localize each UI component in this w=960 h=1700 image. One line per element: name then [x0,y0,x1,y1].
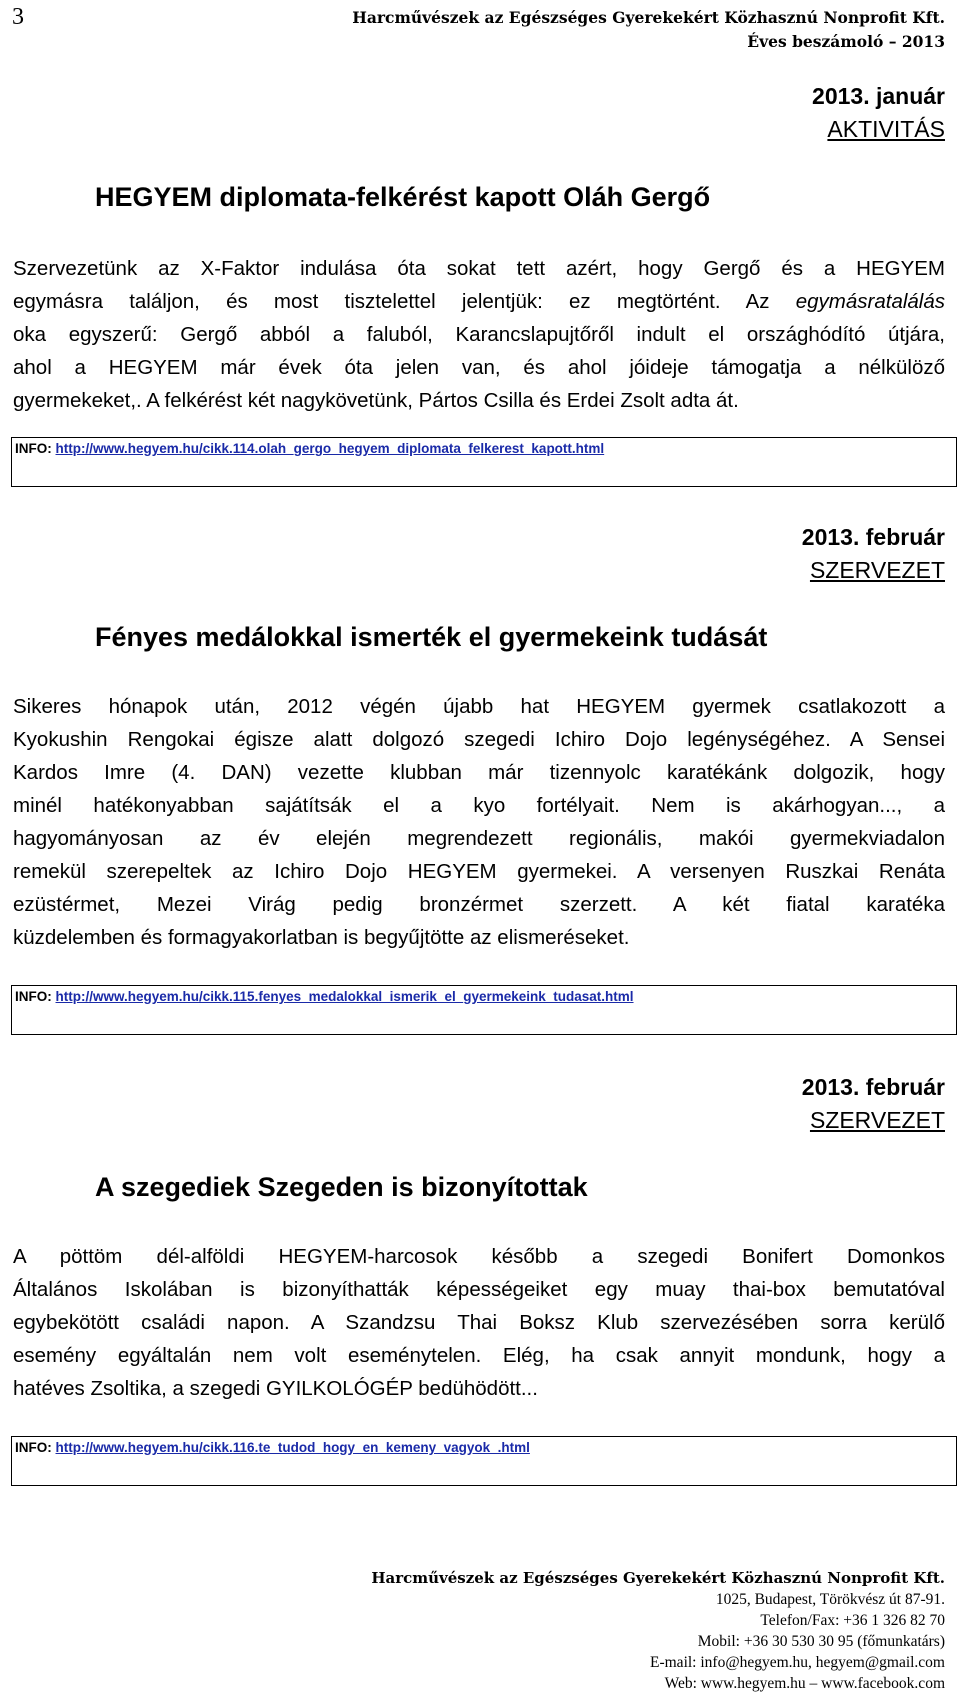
header-report: Éves beszámoló – 2013 [747,32,945,51]
info-label: INFO: [15,989,52,1004]
article-title: Fényes medálokkal ismerték el gyermekeink tudását [95,622,768,652]
body-line-part: egymásra találjon, és most tisztelettel jelentjük: ez megtörtént. Az [13,290,770,313]
body-line: minél hatékonyabban sajátítsák el a kyo fortélyait. Nem is akárhogyan..., a [13,794,945,817]
info-link[interactable]: http://www.hegyem.hu/cikk.115.fenyes_medalokkal_ismerik_el_gyermekeink_tudasat.html [55,989,634,1004]
info-box [11,985,957,1035]
footer-mobile: Mobil: +36 30 530 30 95 (főmunkatárs) [697,1633,945,1650]
info-line [15,441,604,456]
footer-org: Harcművészek az Egészséges Gyerekekért Közhasznú Nonprofit Kft. [371,1569,945,1587]
body-line: Kyokushin Rengokai égisze alatt dolgozó szegedi Ichiro Dojo legénységéhez. A Sensei [13,728,945,751]
article-body [13,1240,945,1405]
body-line: hagyományosan az év elején megrendezett regionális, makói gyermekviadalon [13,827,945,850]
article-1-meta [812,80,945,146]
footer-email: E-mail: info@hegyem.hu, hegyem@gmail.com [650,1654,945,1671]
body-line: gyermekeket,. A felkérést két nagykövetünk, Pártos Csilla és Erdei Zsolt adta át. [13,389,739,412]
body-line: ezüstérmet, Mezei Virág pedig bronzérmet szerzett. A két fiatal karatéka [13,893,945,916]
body-line: ahol a HEGYEM már évek óta jelen van, és ahol jóideje támogatja a nélkülöző [13,356,945,379]
info-link[interactable]: http://www.hegyem.hu/cikk.114.olah_gergo_hegyem_diplomata_felkerest_kapott.html [55,441,605,456]
info-label: INFO: [15,1440,52,1455]
article-2-meta [802,521,945,587]
body-line: hatéves Zsoltika, a szegedi GYILKOLÓGÉP bedühödött... [13,1377,538,1400]
article-title: HEGYEM diplomata-felkérést kapott Oláh Gergő [95,182,711,212]
body-line [13,285,945,318]
body-line: esemény egyáltalán nem volt eseménytelen. Elég, ha csak annyit mondunk, hogy a [13,1344,945,1367]
info-line [15,1440,530,1455]
article-title: A szegediek Szegeden is bizonyítottak [95,1172,588,1202]
body-line: remekül szerepeltek az Ichiro Dojo HEGYEM gyermekei. A versenyen Ruszkai Renáta [13,860,945,883]
body-line: Sikeres hónapok után, 2012 végén újabb hat HEGYEM gyermek csatlakozott a [13,695,945,718]
page-header [352,6,945,54]
footer-address: 1025, Budapest, Törökvész út 87-91. [715,1591,945,1608]
body-line: A pöttöm dél-alföldi HEGYEM-harcosok később a szegedi Bonifert Domonkos [13,1245,945,1268]
body-line: Kardos Imre (4. DAN) vezette klubban már tizennyolc karatékánk dolgozik, hogy [13,761,945,784]
body-line: Szervezetünk az X-Faktor indulása óta sokat tett azért, hogy Gergő és a HEGYEM [13,257,945,280]
header-org: Harcművészek az Egészséges Gyerekekért Közhasznú Nonprofit Kft. [352,8,945,27]
body-line: küzdelemben és formagyakorlatban is begyűjtötte az elismeréseket. [13,926,630,949]
article-3-meta [802,1071,945,1137]
info-box [11,1436,957,1486]
body-line: oka egyszerű: Gergő abból a faluból, Karancslapujtőről indult el országhódító útjára, [13,323,945,346]
page-footer [371,1568,945,1694]
article-date: 2013. február [801,524,945,550]
footer-phone: Telefon/Fax: +36 1 326 82 70 [760,1612,945,1629]
article-body [13,252,945,417]
footer-web: Web: www.hegyem.hu – www.facebook.com [664,1675,945,1692]
page-number: 3 [12,4,24,30]
emphasis-text: egymásratalálás [795,290,945,313]
body-line: egybekötött családi napon. A Szandzsu Thai Boksz Klub szervezésében sorra kerülő [13,1311,945,1334]
info-box [11,437,957,487]
body-line: Általános Iskolában is bizonyíthatták képességeiket egy muay thai-box bemutatóval [13,1278,945,1301]
info-line [15,989,634,1004]
article-category: SZERVEZET [809,557,945,583]
article-category: AKTIVITÁS [827,116,945,142]
info-label: INFO: [15,441,52,456]
article-body [13,690,945,954]
info-link[interactable]: http://www.hegyem.hu/cikk.116.te_tudod_hogy_en_kemeny_vagyok_.html [55,1440,530,1455]
article-category: SZERVEZET [809,1107,945,1133]
article-date: 2013. február [801,1074,945,1100]
article-date: 2013. január [812,83,945,109]
